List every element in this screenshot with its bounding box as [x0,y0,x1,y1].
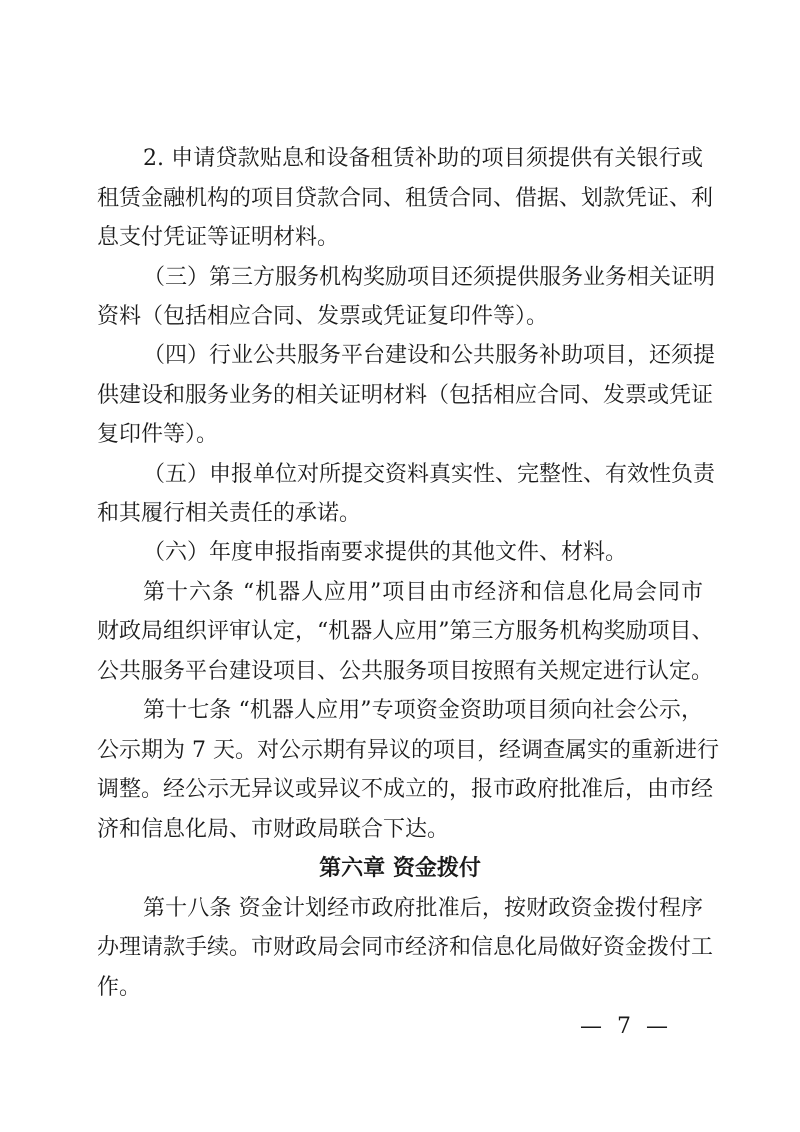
paragraph-line: 财政局组织评审认定，“机器人应用”第三方服务机构奖励项目、 [97,619,714,644]
paragraph-line: （四）行业公共服务平台建设和公共服务补助项目，还须提 [143,343,716,368]
paragraph-line: 和其履行相关责任的承诺。 [97,501,362,526]
paragraph-line: 复印件等）。 [97,422,219,447]
paragraph-line: 办理请款手续。市财政局会同市经济和信息化局做好资金拨付工 [97,935,714,960]
paragraph-line: 济和信息化局、市财政局联合下达。 [97,817,450,842]
paragraph-line: 调整。经公示无异议或异议不成立的，报市政府批准后，由市经 [97,777,714,802]
paragraph-line: 第十六条 “机器人应用”项目由市经济和信息化局会同市 [143,580,703,605]
paragraph-line: 2. 申请贷款贴息和设备租赁补助的项目须提供有关银行或 [143,146,703,171]
paragraph-line: 息支付凭证等证明材料。 [97,225,340,250]
paragraph-line: 第十七条 “机器人应用”专项资金资助项目须向社会公示， [143,698,703,723]
paragraph-line: （五）申报单位对所提交资料真实性、完整性、有效性负责 [143,462,716,487]
paragraph-line: 第十八条 资金计划经市政府批准后，按财政资金拨付程序 [143,896,703,921]
paragraph-line: （三）第三方服务机构奖励项目还须提供服务业务相关证明 [143,265,716,290]
paragraph-line: 公示期为 7 天。对公示期有异议的项目，经调查属实的重新进行 [97,738,719,763]
paragraph-line: 作。 [97,975,142,1000]
paragraph-line: （六）年度申报指南要求提供的其他文件、材料。 [143,540,628,565]
chapter-heading: 第六章 资金拨付 [319,856,481,881]
page-number: — 7 — [580,1014,672,1039]
paragraph-line: 租赁金融机构的项目贷款合同、租赁合同、借据、划款凭证、利 [97,186,714,211]
paragraph-line: 公共服务平台建设项目、公共服务项目按照有关规定进行认定。 [97,659,714,684]
paragraph-line: 资料（包括相应合同、发票或凭证复印件等）。 [97,304,549,329]
paragraph-line: 供建设和服务业务的相关证明材料（包括相应合同、发票或凭证 [97,383,714,408]
